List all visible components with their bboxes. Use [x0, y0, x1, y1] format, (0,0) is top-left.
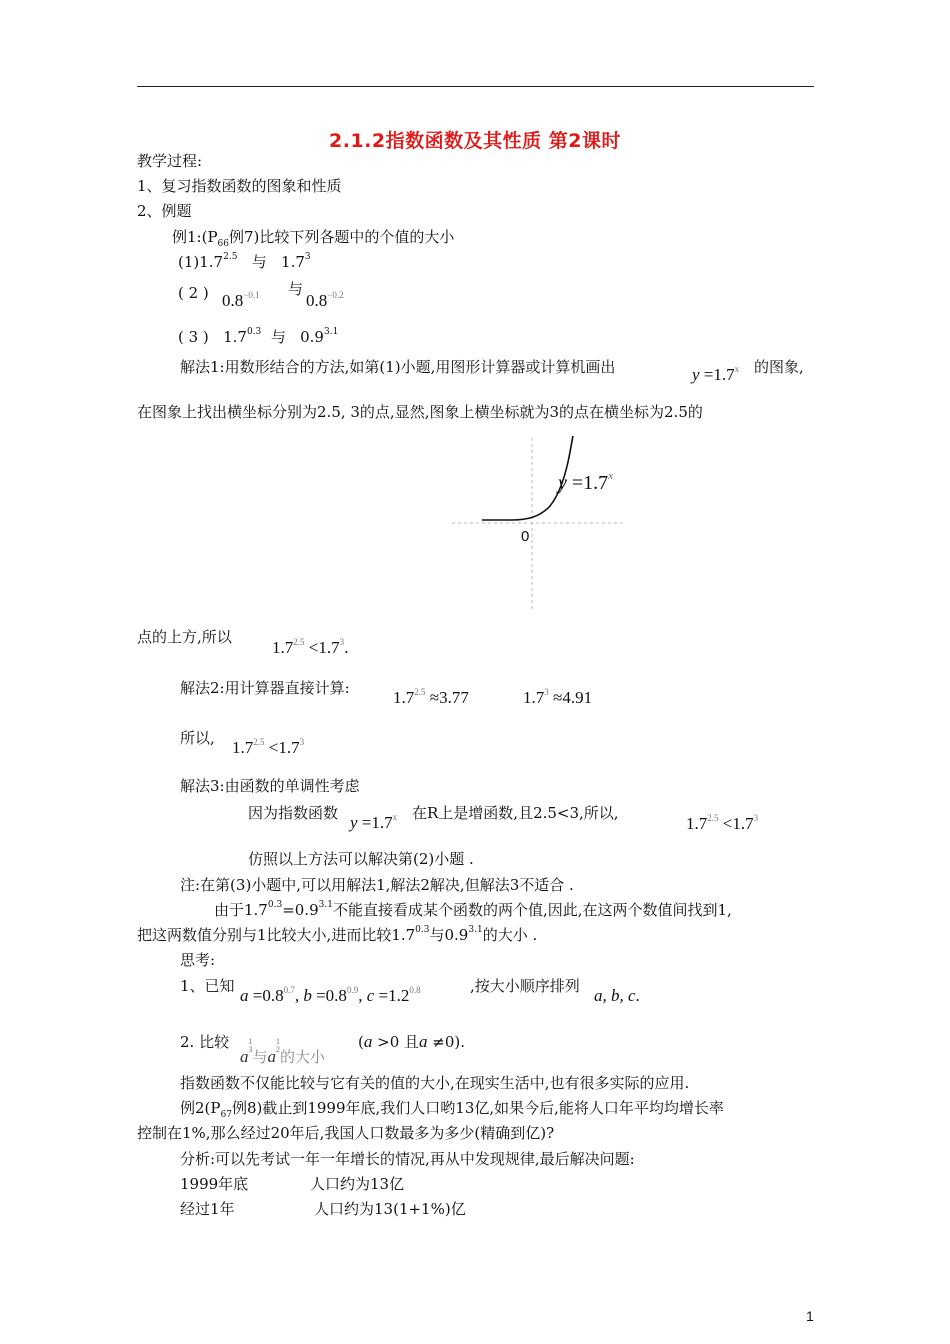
think-2-formula: a1 3与a1 2的大小 — [240, 1037, 326, 1066]
row-2-value: 人口约为13(1+1%)亿 — [314, 1200, 466, 1218]
solution-2-calc-2: $1.7^3 \approx 4.91$ — [523, 687, 593, 707]
note-line-3: 把这两数值分别与1比较大小,进而比较$1.7^{0.3}$与$0.9^{3.1}$的大小 . — [137, 925, 538, 944]
solution-2-result: $1.7^{2.5} <1.7^3$ — [232, 737, 305, 757]
row-2-label: 经过1年 — [180, 1200, 235, 1218]
solution-3-text-2: 在R上是增函数,且2.5<3,所以, — [412, 804, 619, 822]
problem-2-expr-2: $0.8^{-0.2}$ — [306, 290, 344, 310]
think-1-text: ,按大小顺序排列 — [470, 977, 580, 995]
think-2-label: 2. 比较 — [180, 1033, 230, 1051]
solution-3-heading: 解法3:由函数的单调性考虑 — [180, 777, 360, 795]
problem-2-conj: 与 — [288, 280, 304, 298]
solution-3-formula: $y =1.7^x$ — [350, 812, 398, 832]
solution-3-text-1: 因为指数函数 — [248, 804, 339, 822]
analysis-line: 分析:可以先考试一年一年增长的情况,再从中发现规律,最后解决问题: — [180, 1150, 635, 1168]
think-heading: 思考: — [180, 951, 216, 969]
solution-3-follow: 仿照以上方法可以解决第(2)小题 . — [248, 850, 474, 868]
think-1-vars: a, b, c. — [594, 986, 640, 1005]
text-line: 2、例题 — [137, 202, 192, 220]
graph-label: $y =1.7^x$ — [558, 470, 614, 494]
page-title: 2.1.2指数函数及其性质 第2课时 — [329, 130, 621, 152]
think-2-condition: (a >0 且a ≠0). — [358, 1032, 466, 1051]
exponential-graph — [452, 430, 632, 615]
example-2-line-1: 例$2(P_{67}$例8)截止到1999年底,我们人口哟13亿,如果今后,能将人口年平均均增长率 — [180, 1099, 724, 1120]
note-line-2: 由于$1.7^{0.3}=0.9^{3.1}$不能直接看成某个函数的两个值,因此,在这两个数值间找到1, — [214, 900, 732, 919]
solution-2-calc-1: $1.7^{2.5} \approx 3.77$ — [393, 687, 469, 707]
solution-1-result: $1.7^{2.5} <1.7^3$. — [272, 637, 349, 657]
origin-label: 0 — [521, 528, 530, 545]
note-line: 注:在第(3)小题中,可以用解法1,解法2解决,但解法3不适合 . — [180, 876, 574, 894]
application-line: 指数函数不仅能比较与它有关的值的大小,在现实生活中,也有很多实际的应用. — [180, 1074, 690, 1092]
solution-1-formula: $y =1.7^x$ — [692, 364, 740, 384]
problem-3: ( 3 ) $1.7^{0.3}$ 与 $0.9^{3.1}$ — [178, 327, 339, 346]
example-1-heading: 例$1:(P_{66}$例7)比较下列各题中的个值的大小 — [172, 228, 455, 249]
problem-2: ( 2 ) — [178, 284, 209, 302]
row-1-label: 1999年底 — [180, 1175, 249, 1193]
solution-1-line-1-end: 的图象, — [754, 358, 804, 376]
problem-2-expr-1: $0.8^{-0.1}$ — [222, 290, 260, 310]
solution-1-line-1: 解法1:用数形结合的方法,如第(1)小题,用图形计算器或计算机画出 — [180, 358, 616, 376]
solution-2-so: 所以, — [180, 729, 215, 747]
text-line: 教学过程: — [137, 152, 203, 170]
think-1-label: 1、已知 — [180, 977, 235, 995]
think-1-formula: $a =0.8^{0.7}$, $b =0.8^{0.9}$, $c =1.2^{0.8}$ — [240, 985, 421, 1005]
solution-1-line-3: 点的上方,所以 — [137, 628, 232, 646]
solution-2-heading: 解法2:用计算器直接计算: — [180, 679, 350, 697]
problem-1: $(1)1.7^{2.5}$ 与 $1.7^3$ — [178, 252, 311, 271]
row-1-value: 人口约为13亿 — [310, 1175, 405, 1193]
example-2-line-2: 控制在1%,那么经过20年后,我国人口数最多为多少(精确到亿)? — [137, 1124, 555, 1142]
text-line: 1、复习指数函数的图象和性质 — [137, 177, 342, 195]
solution-1-line-2: 在图象上找出横坐标分别为2.5, 3的点,显然,图象上横坐标就为3的点在横坐标为2.5的 — [137, 403, 703, 421]
solution-3-result: $1.7^{2.5} <1.7^3$ — [686, 813, 759, 833]
page-number: 1 — [806, 1308, 814, 1324]
header-rule — [137, 86, 814, 87]
